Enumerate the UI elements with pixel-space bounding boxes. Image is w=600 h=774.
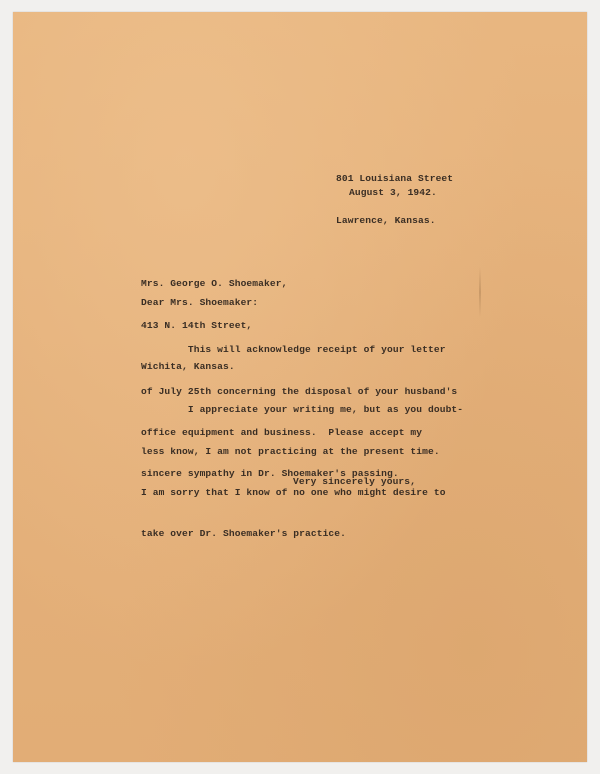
sender-address-line-2: Lawrence, Kansas.	[336, 214, 436, 226]
complimentary-closing: Very sincerely yours,	[293, 476, 417, 487]
paragraph-1-line-2: of July 25th concerning the disposal of your husband's	[141, 385, 458, 397]
paragraph-1-line-3: office equipment and business. Please accept my	[141, 426, 423, 438]
paragraph-1-line-4: sincere sympathy in Dr. Shoemaker's passing.	[141, 467, 399, 479]
paragraph-1-line-1: This will acknowledge receipt of your letter	[141, 344, 446, 356]
letter-date: August 3, 1942.	[349, 187, 437, 198]
letter-page	[13, 12, 587, 762]
paragraph-2-line-4: take over Dr. Shoemaker's practice.	[141, 527, 347, 539]
recipient-line-2: 413 N. 14th Street,	[141, 319, 253, 331]
salutation: Dear Mrs. Shoemaker:	[141, 297, 259, 308]
body-paragraph-2	[141, 376, 463, 568]
paragraph-2-line-3: I am sorry that I know of no one who might desire to	[141, 486, 446, 498]
paragraph-2-line-2: less know, I am not practicing at the present time.	[141, 445, 440, 457]
paragraph-2-line-1: I appreciate your writing me, but as you doubt-	[141, 404, 464, 416]
sender-address-line-1: 801 Louisiana Street	[336, 173, 454, 185]
recipient-line-3: Wichita, Kansas.	[141, 360, 235, 372]
paper-crease	[479, 267, 481, 317]
recipient-line-1: Mrs. George O. Shoemaker,	[141, 278, 288, 290]
sender-address	[336, 145, 453, 255]
